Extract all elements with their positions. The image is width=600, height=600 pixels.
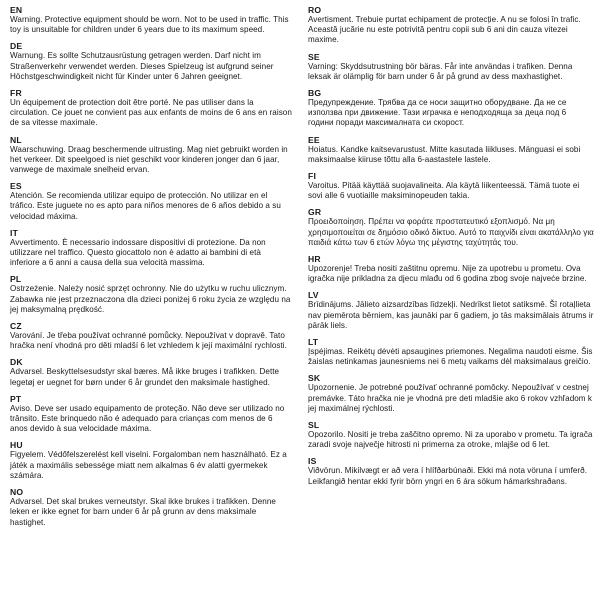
language-code: BG xyxy=(308,88,322,99)
language-code: IT xyxy=(10,227,19,238)
language-entry-es xyxy=(10,181,292,222)
language-entry-it xyxy=(10,228,292,269)
language-entry-dk xyxy=(10,357,292,387)
language-code: DE xyxy=(10,41,23,52)
warning-text: Opozorilo. Nositi je treba zaščitno opremo. Ni za uporabo v prometu. Ta igrača zaradi svoje največje hitrosti ni primerna za otroke, mlajše od 6 let. xyxy=(308,430,593,450)
language-entry-bg xyxy=(308,88,594,129)
language-entry-pt xyxy=(10,394,292,435)
language-code: DK xyxy=(10,357,23,368)
language-entry-is xyxy=(308,456,594,486)
warning-text: Varning: Skyddsutrustning bör bäras. Får inte användas i trafiken. Denna leksak är olämplig för barn under 6 år på grund av dess maxhastighet. xyxy=(308,61,573,81)
language-entry-gr xyxy=(308,207,594,248)
warning-text: Varování. Je třeba používat ochranné pomůcky. Nepoužívat v dopravě. Tato hračka není vhodná pro děti mladší 6 let vzhledem k její maximální rychlosti. xyxy=(10,331,287,351)
language-entry-hr xyxy=(308,254,594,284)
language-code: PL xyxy=(10,274,22,285)
language-entry-ee xyxy=(308,135,594,165)
warning-text: Ostrzeżenie. Należy nosić sprzęt ochronny. Nie do użytku w ruchu ulicznym. Zabawka nie jest przeznaczona dla dzieci poniżej 6 roku życia ze względu na jej maksymalną prędkość. xyxy=(10,284,291,314)
language-entry-sk xyxy=(308,373,594,414)
warning-text: Hoiatus. Kandke kaitsevarustust. Mitte kasutada liikluses. Mänguasi ei sobi maksimaalse kiiruse tõttu alla 6-aastastele lastele. xyxy=(308,144,581,164)
right-column xyxy=(308,5,594,600)
language-code: NO xyxy=(10,487,24,498)
warning-text: Avertisment. Trebuie purtat echipament de protecție. A nu se folosi în trafic. Această jucărie nu este potrivită pentru copii sub 6 ani din cauza vitezei maxime. xyxy=(308,15,581,45)
warning-text: Avvertimento. È necessario indossare dispositivi di protezione. Da non utilizzare nel traffico. Questo giocattolo non è adatto ai bambini di età inferiore a 6 anni a causa della sua velocità massima. xyxy=(10,237,266,268)
language-code: LT xyxy=(308,337,319,348)
language-entry-ro xyxy=(308,5,594,46)
language-code: RO xyxy=(308,5,322,15)
language-code: SK xyxy=(308,373,321,384)
language-code: ES xyxy=(10,181,22,192)
language-code: GR xyxy=(308,207,322,218)
language-code: SL xyxy=(308,420,320,431)
language-entry-de xyxy=(10,41,292,82)
language-code: NL xyxy=(10,134,22,145)
language-code: CZ xyxy=(10,321,22,332)
language-entry-nl xyxy=(10,135,292,176)
language-code: FR xyxy=(10,88,22,99)
language-code: SE xyxy=(308,51,320,62)
language-entry-no xyxy=(10,487,292,528)
language-code: IS xyxy=(308,456,317,467)
language-entry-pl xyxy=(10,274,292,315)
warning-text: Figyelem. Védőfelszerelést kell viselni. Forgalomban nem használható. Ez a játék a maximális sebessége miatt nem alkalmas 6 év alatti gyermekek számára. xyxy=(10,450,287,480)
warning-text: Įspėjimas. Reikėtų dėvėti apsaugines priemones. Negalima naudoti eisme. Šis žaislas netinkamas jaunesniems nei 6 metų vaikams dėl maksimalaus greičio. xyxy=(308,347,593,367)
warning-text: Un équipement de protection doit être porté. Ne pas utiliser dans la circulation. Ce jouet ne convient pas aux enfants de moins de 6 ans en raison de sa vitesse maximale. xyxy=(10,98,292,128)
language-code: FI xyxy=(308,171,317,182)
language-entry-sl xyxy=(308,420,594,450)
language-entry-hu xyxy=(10,440,292,481)
warning-text: Varoitus. Pitää käyttää suojavalineita. Ala käytä liikenteessä. Tämä tuote ei sovi alle 6 vuotiaille maksiminopeuden takia. xyxy=(308,181,580,201)
language-entry-lt xyxy=(308,337,594,367)
warning-text: Предупреждение. Трябва да се носи защитно оборудване. Да не се използва при движение. Тази играчка е неподходяща за деца под 6 години поради максималната си скорост. xyxy=(308,98,567,128)
language-code: PT xyxy=(10,393,22,404)
warning-text: Aviso. Deve ser usado equipamento de proteção. Não deve ser utilizado no trânsito. Este brinquedo não é adequado para crianças com menos de 6 anos devido à sua velocidade máxima. xyxy=(10,403,285,434)
language-code: EE xyxy=(308,134,320,145)
warning-text: Atención. Se recomienda utilizar equipo de protección. No utilizar en el tráfico. Este juguete no es apto para niños menores de 6 años debido a su velocidad máxima. xyxy=(10,191,281,221)
language-entry-fr xyxy=(10,88,292,129)
language-entry-en xyxy=(10,5,292,35)
warning-text: Προειδοποίηση. Πρέπει να φοράτε προστατευτικό εξοπλισμό. Να μη χρησιμοποιείται σε δημόσιο οδικό δίκτυο. Αυτό το παιχνίδι είναι ακατάλληλο για παιδιά κάτω των 6 ετών λόγω της μέγιστης ταχύτητάς του. xyxy=(308,217,594,247)
warning-text: Waarschuwing. Draag beschermende uitrusting. Mag niet gebruikt worden in het verkeer. Dit speelgoed is niet geschikt voor kinderen jonger dan 6 jaar, vanwege de maximale snelheid ervan. xyxy=(10,144,288,175)
language-entry-lv xyxy=(308,290,594,331)
left-column xyxy=(10,5,292,600)
warning-text: Upozorenje! Treba nositi zaštitnu opremu. Nije za upotrebu u prometu. Ova igračka nije prikladna za djecu mlađu od 6 godina zbog svoje najveće brzine. xyxy=(308,264,587,284)
language-code: EN xyxy=(10,5,23,15)
warning-text: Advarsel. Det skal brukes verneutstyr. Skal ikke brukes i trafikken. Denne leken er ikke egnet for barn under 6 år på grunn av dens maksimale hastighet. xyxy=(10,497,276,527)
warning-text: Viðvörun. Mikilvægt er að vera í hlífðarbúnaði. Ekki má nota vöruna í umferð. Leikfangið hentar ekki fyrir börn yngri en 6 ára sökum hámarkshraðans. xyxy=(308,466,588,486)
language-entry-se xyxy=(308,52,594,82)
warning-text: Upozornenie. Je potrebné používať ochranné pomôcky. Nepoužívať v cestnej premávke. Táto hračka nie je vhodná pre deti mladšie ako 6 rokov vzhľadom k jej maximálnej rýchlosti. xyxy=(308,383,592,413)
language-code: HR xyxy=(308,254,321,265)
language-entry-fi xyxy=(308,171,594,201)
warning-text: Brīdinājums. Jālieto aizsardzības līdzekļi. Nedrīkst lietot satiksmē. Šī rotaļlieta nav piemērota bērniem, kas jaunāki par 6 gadiem, jo tās maksimālais ātrums ir pārāk liels. xyxy=(308,300,594,330)
warning-text: Warnung. Es sollte Schutzausrüstung getragen werden. Darf nicht im Straßenverkehr verwendet werden. Dieses Spielzeug ist aufgrund seiner Höchstgeschwindigkeit nicht für Kinder unter 6 Jahren geeignet. xyxy=(10,51,274,81)
warning-text: Warning. Protective equipment should be worn. Not to be used in traffic. This toy is unsuitable for children under 6 years due to its maximum speed. xyxy=(10,15,289,35)
warning-text: Advarsel. Beskyttelsesudstyr skal bæres. Må ikke bruges i trafikken. Dette legetøj er uegnet for børn under 6 år grundet den maksimale hastighed. xyxy=(10,367,280,387)
language-entry-cz xyxy=(10,321,292,351)
language-code: HU xyxy=(10,440,23,451)
language-code: LV xyxy=(308,290,319,301)
